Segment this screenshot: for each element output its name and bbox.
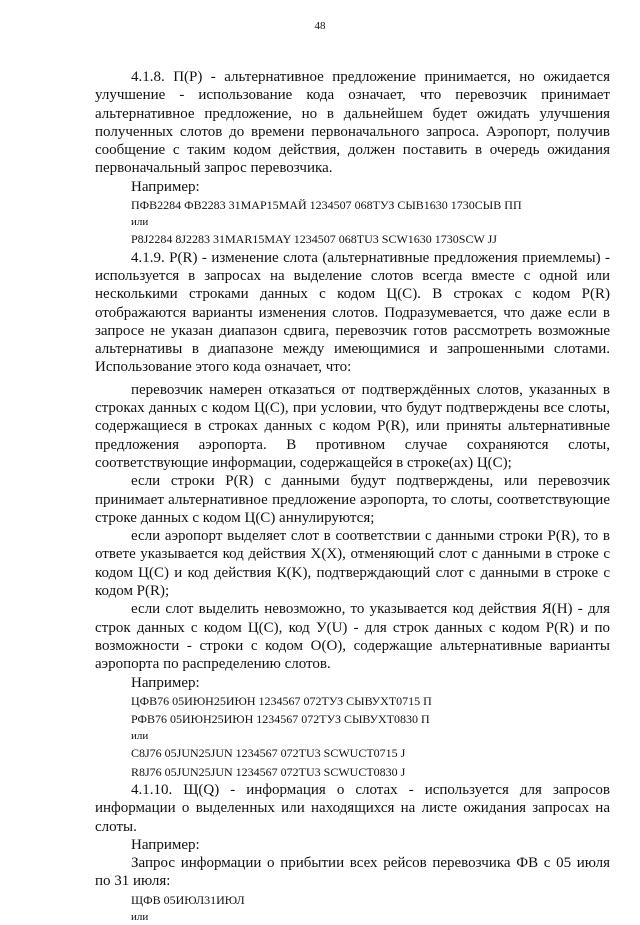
or-separator: или	[131, 216, 149, 229]
code-example-latin: P8J2284 8J2283 31MAR15MAY 1234507 068TU3 SCW1630 1730SCW JJ	[131, 232, 497, 247]
paragraph-condition-2: если строки Р(R) с данными будут подтверждены, или перевозчик принимает альтернативное предложение аэропорта, то слоты, соответствующие строке данных с кодом Ц(С) аннулируются;	[95, 473, 610, 526]
code-example-cyrillic: ЦФВ76 05ИЮН25ИЮН 1234567 072ТУЗ СЫВУХТ0715 П	[131, 693, 432, 708]
example-label: Например:	[131, 836, 200, 853]
paragraph-condition-4: если слот выделить невозможно, то указывается код действия Я(Н) - для строк данных с кодом Ц(С), код У(U) - для строк данных с кодом Р(R) и по возможности - строки с кодом О(О), содержащие альтернативные варианты аэропорта по распределению слотов.	[95, 601, 610, 673]
page-number: 48	[314, 20, 326, 32]
document-body	[95, 68, 610, 925]
or-separator: или	[131, 730, 149, 743]
paragraph-4-1-10: 4.1.10. Щ(Q) - информация о слотах - используется для запросов информации о выделенных или находящихся на листе ожидания запросах на слоты.	[95, 781, 610, 835]
paragraph-4-1-9: 4.1.9. Р(R) - изменение слота (альтернативные предложения приемлемы) - используется в запросах на выделение слотов всегда вместе с одной или несколькими строками данных с кодом Ц(С). В строках с кодом Р(R) отображаются варианты изменения слотов. Подразумевается, что даже если в запросе не указан диапазон сдвига, перевозчик готов рассмотреть возможные альтернативы в диапазоне между имеющимися и запрошенными слотами. Использование этого кода означает, что:	[95, 249, 610, 376]
or-separator: или	[131, 911, 149, 924]
code-example-cyrillic: РФВ76 05ИЮН25ИЮН 1234567 072ТУЗ СЫВУХТ0830 П	[131, 712, 430, 727]
paragraph-condition-1: перевозчик намерен отказаться от подтверждённых слотов, указанных в строках данных с кодом Ц(С), при условии, что будут подтверждены все слоты, содержащиеся в строках данных с кодом Р(R), или приняты альтернативные предложения аэропорта. В противном случае сохраняются слоты, соответствующие информации, содержащейся в строке(ах) Ц(С);	[95, 381, 610, 471]
code-example-query: ЩФВ 05ИЮЛ31ИЮЛ	[131, 892, 245, 907]
code-example-cyrillic: ПФВ2284 ФВ2283 31МАР15МАЙ 1234507 068ТУЗ СЫВ1630 1730СЫВ ПП	[131, 198, 522, 213]
code-example-latin: C8J76 05JUN25JUN 1234567 072TU3 SCWUCT0715 J	[131, 746, 406, 761]
example-label: Например:	[131, 674, 200, 691]
code-example-latin: R8J76 05JUN25JUN 1234567 072TU3 SCWUCT0830 J	[131, 764, 406, 779]
paragraph-4-1-8: 4.1.8. П(Р) - альтернативное предложение принимается, но ожидается улучшение - использование кода означает, что перевозчик принимает альтернативное предложение, но в дальнейшем будет ожидать улучшения полученных слотов до времени первоначального запроса. Аэропорт, получив сообщение с таким кодом действия, должен поставить в очередь ожидания первоначальный запрос перевозчика.	[95, 69, 610, 177]
paragraph-query-description: Запрос информации о прибытии всех рейсов перевозчика ФВ с 05 июля по 31 июля:	[95, 855, 610, 890]
paragraph-condition-3: если аэропорт выделяет слот в соответствии с данными строки Р(R), то в ответе указывается код действия Х(Х), отменяющий слот с данными в строке с кодом Ц(С) и код действия К(K), подтверждающий слот с данными в строке с кодом Р(R);	[95, 528, 610, 600]
example-label: Например:	[131, 178, 200, 195]
